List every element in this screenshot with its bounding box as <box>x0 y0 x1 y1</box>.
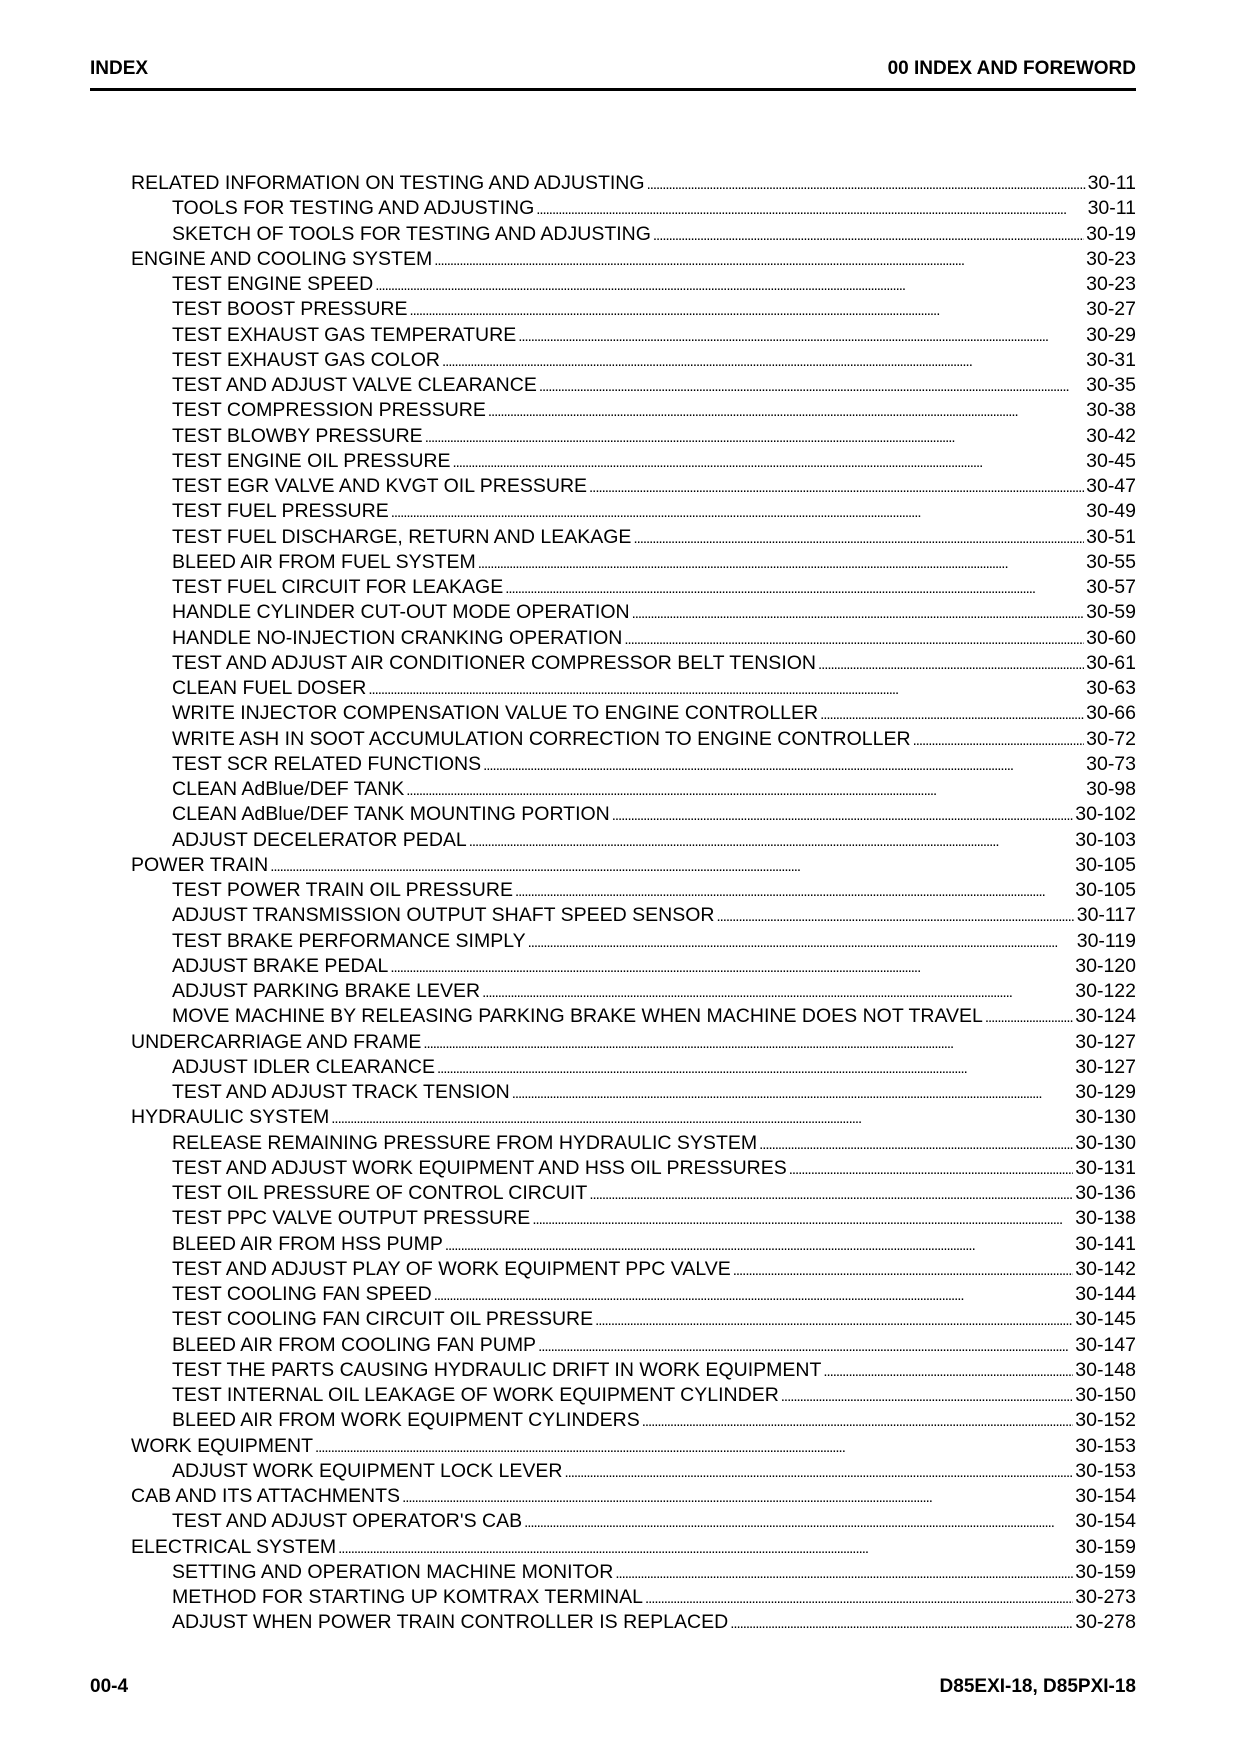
dot-leader <box>315 1434 1073 1459</box>
toc-entry-title: WRITE ASH IN SOOT ACCUMULATION CORRECTION TO ENGINE CONTROLLER <box>172 727 911 750</box>
dot-leader <box>518 323 1084 348</box>
dot-leader <box>482 979 1073 1004</box>
toc-subentry <box>131 1131 1136 1156</box>
toc-entry-title: TEST ENGINE SPEED <box>172 273 374 295</box>
toc-subentry <box>131 979 1136 1004</box>
toc-subentry <box>131 676 1136 701</box>
dot-leader <box>410 297 1085 322</box>
toc-entry-title: TEST SCR RELATED FUNCTIONS <box>172 752 482 775</box>
toc-entry-page: 30-103 <box>1075 828 1136 851</box>
dot-leader <box>539 373 1084 398</box>
toc-subentry <box>131 323 1136 348</box>
toc-entry-title: TEST BRAKE PERFORMANCE SIMPLY <box>172 929 526 952</box>
dot-leader <box>612 802 1074 827</box>
dot-leader <box>647 171 1086 196</box>
dot-leader <box>653 222 1084 247</box>
dot-leader <box>823 1358 1073 1383</box>
toc-subentry <box>131 903 1136 928</box>
toc-entry-page: 30-23 <box>1086 273 1136 295</box>
toc-entry-page: 30-45 <box>1086 449 1136 472</box>
toc-entry-page: 30-144 <box>1075 1283 1136 1305</box>
toc-entry-page: 30-127 <box>1075 1055 1136 1078</box>
toc-section-entry <box>131 1030 1136 1055</box>
toc-entry-page: 30-19 <box>1086 222 1136 245</box>
dot-leader <box>624 626 1084 651</box>
toc-subentry <box>131 1206 1136 1231</box>
toc-entry-title: TEST FUEL DISCHARGE, RETURN AND LEAKAGE <box>172 525 632 548</box>
toc-entry-page: 30-150 <box>1075 1384 1136 1406</box>
toc-entry-page: 30-131 <box>1075 1156 1136 1179</box>
toc-entry-title: TEST AND ADJUST WORK EQUIPMENT AND HSS OIL PRESSURES <box>172 1156 787 1179</box>
dot-leader <box>717 903 1075 928</box>
dot-leader <box>402 1484 1073 1509</box>
toc-entry-page: 30-66 <box>1086 702 1136 725</box>
toc-subentry <box>131 752 1136 777</box>
toc-entry-page: 30-60 <box>1086 626 1136 649</box>
toc-subentry <box>131 1004 1136 1029</box>
dot-leader <box>985 1004 1073 1029</box>
dot-leader <box>423 1030 1073 1055</box>
toc-entry-title: TEST EGR VALVE AND KVGT OIL PRESSURE <box>172 475 588 497</box>
toc-subentry <box>131 1055 1136 1080</box>
toc-subentry <box>131 626 1136 651</box>
dot-leader <box>589 474 1084 499</box>
dot-leader <box>478 550 1084 575</box>
toc-entry-page: 30-98 <box>1086 778 1136 800</box>
toc-subentry <box>131 1080 1136 1105</box>
dot-leader <box>564 1459 1073 1484</box>
toc-entry-page: 30-35 <box>1086 374 1136 396</box>
toc-entry-title: TEST ENGINE OIL PRESSURE <box>172 449 451 472</box>
dot-leader <box>633 525 1084 550</box>
toc-subentry <box>131 1610 1136 1635</box>
toc-subentry <box>131 878 1136 903</box>
dot-leader <box>528 929 1075 954</box>
toc-entry-title: TEST THE PARTS CAUSING HYDRAULIC DRIFT IN WORK EQUIPMENT <box>172 1358 822 1381</box>
toc-entry-page: 30-159 <box>1075 1535 1136 1558</box>
toc-entry-title: TEST AND ADJUST TRACK TENSION <box>172 1081 510 1103</box>
toc-subentry <box>131 424 1136 449</box>
toc-entry-page: 30-72 <box>1086 727 1136 750</box>
toc-entry-title: ADJUST PARKING BRAKE LEVER <box>172 980 481 1002</box>
toc-subentry <box>131 1459 1136 1484</box>
toc-entry-page: 30-136 <box>1075 1182 1136 1204</box>
toc-entry-title: BLEED AIR FROM WORK EQUIPMENT CYLINDERS <box>172 1409 640 1432</box>
dot-leader <box>781 1383 1073 1408</box>
dot-leader <box>532 1206 1073 1231</box>
toc-entry-title: ADJUST TRANSMISSION OUTPUT SHAFT SPEED SENSOR <box>172 904 715 927</box>
dot-leader <box>368 676 1084 701</box>
dot-leader <box>515 878 1073 903</box>
dot-leader <box>913 727 1085 752</box>
dot-leader <box>733 1257 1074 1282</box>
toc-entry-title: TEST AND ADJUST AIR CONDITIONER COMPRESSOR BELT TENSION <box>172 651 816 674</box>
toc-entry-title: RELATED INFORMATION ON TESTING AND ADJUSTING <box>131 172 645 194</box>
table-of-contents <box>131 171 1136 1636</box>
toc-entry-page: 30-124 <box>1075 1005 1136 1028</box>
dot-leader <box>595 1307 1073 1332</box>
toc-entry-title: TEST EXHAUST GAS COLOR <box>172 348 441 371</box>
toc-entry-title: TEST AND ADJUST PLAY OF WORK EQUIPMENT PPC VALVE <box>172 1257 731 1280</box>
toc-entry-title: TEST INTERNAL OIL LEAKAGE OF WORK EQUIPMENT CYLINDER <box>172 1384 779 1406</box>
toc-entry-page: 30-273 <box>1075 1586 1136 1608</box>
footer-page-number: 00-4 <box>90 1676 129 1697</box>
dot-leader <box>524 1509 1073 1534</box>
dot-leader <box>437 1055 1073 1080</box>
toc-subentry <box>131 550 1136 575</box>
toc-entry-page: 30-147 <box>1075 1333 1136 1356</box>
toc-subentry <box>131 929 1136 954</box>
toc-entry-title: CAB AND ITS ATTACHMENTS <box>131 1485 401 1507</box>
toc-section-entry <box>131 1484 1136 1509</box>
toc-subentry <box>131 727 1136 752</box>
toc-entry-title: ELECTRICAL SYSTEM <box>131 1535 337 1558</box>
toc-subentry <box>131 600 1136 625</box>
toc-entry-title: POWER TRAIN <box>131 853 269 876</box>
toc-subentry <box>131 398 1136 423</box>
toc-entry-page: 30-73 <box>1086 752 1136 775</box>
toc-entry-title: TEST COMPRESSION PRESSURE <box>172 399 486 422</box>
toc-entry-page: 30-142 <box>1075 1257 1136 1280</box>
toc-entry-page: 30-51 <box>1086 525 1136 548</box>
toc-subentry <box>131 1585 1136 1610</box>
toc-subentry <box>131 1383 1136 1408</box>
toc-entry-page: 30-105 <box>1075 853 1136 876</box>
toc-entry-page: 30-154 <box>1075 1510 1136 1533</box>
toc-entry-title: ADJUST DECELERATOR PEDAL <box>172 828 467 851</box>
toc-entry-page: 30-55 <box>1086 550 1136 573</box>
dot-leader <box>390 954 1073 979</box>
toc-subentry <box>131 1560 1136 1585</box>
toc-entry-title: BLEED AIR FROM FUEL SYSTEM <box>172 550 476 573</box>
dot-leader <box>483 752 1084 777</box>
toc-entry-title: HANDLE NO-INJECTION CRANKING OPERATION <box>172 626 623 649</box>
toc-entry-page: 30-120 <box>1075 954 1136 977</box>
toc-entry-page: 30-11 <box>1087 172 1136 194</box>
toc-entry-page: 30-47 <box>1086 475 1136 497</box>
toc-section-entry <box>131 247 1136 272</box>
toc-entry-page: 30-138 <box>1075 1207 1136 1230</box>
dot-leader <box>425 424 1084 449</box>
dot-leader <box>642 1408 1074 1433</box>
dot-leader <box>789 1156 1074 1181</box>
toc-subentry <box>131 575 1136 600</box>
dot-leader <box>589 1181 1073 1206</box>
toc-entry-page: 30-59 <box>1086 601 1136 624</box>
dot-leader <box>391 499 1084 524</box>
toc-subentry <box>131 196 1136 221</box>
toc-entry-title: TEST POWER TRAIN OIL PRESSURE <box>172 879 513 901</box>
toc-entry-title: WORK EQUIPMENT <box>131 1434 314 1457</box>
toc-subentry <box>131 348 1136 373</box>
toc-entry-title: TEST BLOWBY PRESSURE <box>172 424 423 447</box>
toc-entry-page: 30-61 <box>1086 651 1136 674</box>
toc-entry-title: CLEAN FUEL DOSER <box>172 677 367 699</box>
toc-subentry <box>131 1257 1136 1282</box>
toc-entry-page: 30-278 <box>1075 1611 1136 1634</box>
toc-entry-page: 30-105 <box>1075 879 1136 901</box>
toc-section-entry <box>131 853 1136 878</box>
dot-leader <box>375 272 1084 297</box>
dot-leader <box>820 701 1084 726</box>
dot-leader <box>452 449 1084 474</box>
toc-entry-title: TEST PPC VALVE OUTPUT PRESSURE <box>172 1207 531 1230</box>
toc-entry-page: 30-154 <box>1075 1485 1136 1507</box>
toc-entry-page: 30-159 <box>1075 1560 1136 1583</box>
dot-leader <box>442 348 1084 373</box>
toc-entry-title: ADJUST WHEN POWER TRAIN CONTROLLER IS REPLACED <box>172 1611 729 1634</box>
toc-entry-page: 30-11 <box>1087 197 1136 220</box>
dot-leader <box>536 196 1085 221</box>
toc-entry-title: TEST COOLING FAN SPEED <box>172 1283 432 1305</box>
toc-entry-page: 30-145 <box>1075 1308 1136 1331</box>
toc-entry-title: ADJUST IDLER CLEARANCE <box>172 1055 435 1078</box>
toc-subentry <box>131 954 1136 979</box>
toc-entry-title: TEST AND ADJUST OPERATOR'S CAB <box>172 1510 523 1533</box>
toc-subentry <box>131 701 1136 726</box>
toc-subentry <box>131 1509 1136 1534</box>
toc-entry-page: 30-153 <box>1075 1459 1136 1482</box>
toc-entry-page: 30-27 <box>1086 298 1136 321</box>
dot-leader <box>615 1560 1073 1585</box>
toc-subentry <box>131 651 1136 676</box>
header-section-label: INDEX <box>90 58 149 79</box>
dot-leader <box>505 575 1084 600</box>
toc-entry-page: 30-141 <box>1075 1232 1136 1255</box>
toc-entry-page: 30-130 <box>1075 1106 1136 1129</box>
toc-entry-title: TEST COOLING FAN CIRCUIT OIL PRESSURE <box>172 1308 594 1331</box>
dot-leader <box>632 600 1085 625</box>
toc-entry-page: 30-152 <box>1075 1409 1136 1432</box>
toc-entry-page: 30-42 <box>1086 424 1136 447</box>
toc-entry-page: 30-29 <box>1086 323 1136 346</box>
dot-leader <box>645 1585 1073 1610</box>
page-header <box>90 58 1136 91</box>
toc-subentry <box>131 373 1136 398</box>
dot-leader <box>434 247 1084 272</box>
toc-section-entry <box>131 1105 1136 1130</box>
toc-entry-page: 30-57 <box>1086 576 1136 598</box>
toc-entry-page: 30-153 <box>1075 1434 1136 1457</box>
toc-entry-title: TEST BOOST PRESSURE <box>172 298 408 321</box>
toc-entry-title: RELEASE REMAINING PRESSURE FROM HYDRAULIC SYSTEM <box>172 1131 758 1154</box>
toc-entry-title: HANDLE CYLINDER CUT-OUT MODE OPERATION <box>172 601 630 624</box>
dot-leader <box>406 777 1084 802</box>
toc-subentry <box>131 1333 1136 1358</box>
toc-entry-page: 30-49 <box>1086 500 1136 523</box>
toc-entry-title: CLEAN AdBlue/DEF TANK MOUNTING PORTION <box>172 803 610 826</box>
toc-entry-title: TEST FUEL CIRCUIT FOR LEAKAGE <box>172 576 504 598</box>
toc-entry-title: MOVE MACHINE BY RELEASING PARKING BRAKE WHEN MACHINE DOES NOT TRAVEL <box>172 1005 983 1028</box>
toc-entry-title: TEST AND ADJUST VALVE CLEARANCE <box>172 374 537 396</box>
toc-entry-page: 30-129 <box>1075 1081 1136 1103</box>
toc-section-entry <box>131 1535 1136 1560</box>
toc-subentry <box>131 1156 1136 1181</box>
toc-subentry <box>131 1358 1136 1383</box>
toc-entry-title: BLEED AIR FROM COOLING FAN PUMP <box>172 1333 537 1356</box>
toc-subentry <box>131 449 1136 474</box>
toc-subentry <box>131 222 1136 247</box>
toc-entry-title: METHOD FOR STARTING UP KOMTRAX TERMINAL <box>172 1586 643 1608</box>
dot-leader <box>469 828 1074 853</box>
toc-section-entry <box>131 1434 1136 1459</box>
dot-leader <box>445 1232 1073 1257</box>
toc-subentry <box>131 802 1136 827</box>
toc-entry-title: SKETCH OF TOOLS FOR TESTING AND ADJUSTING <box>172 222 651 245</box>
toc-entry-page: 30-63 <box>1086 677 1136 699</box>
toc-entry-page: 30-38 <box>1086 399 1136 422</box>
toc-entry-page: 30-130 <box>1075 1131 1136 1154</box>
toc-subentry <box>131 1307 1136 1332</box>
toc-entry-title: ENGINE AND COOLING SYSTEM <box>131 247 433 270</box>
footer-model-names: D85EXI-18, D85PXI-18 <box>939 1676 1136 1697</box>
toc-subentry <box>131 1408 1136 1433</box>
toc-subentry <box>131 272 1136 297</box>
toc-entry-title: BLEED AIR FROM HSS PUMP <box>172 1232 443 1255</box>
dot-leader <box>759 1131 1073 1156</box>
dot-leader <box>818 651 1084 676</box>
toc-entry-title: CLEAN AdBlue/DEF TANK <box>172 778 405 800</box>
toc-subentry <box>131 297 1136 322</box>
toc-subentry <box>131 1232 1136 1257</box>
toc-subentry <box>131 525 1136 550</box>
toc-entry-title: TEST FUEL PRESSURE <box>172 500 389 523</box>
toc-entry-page: 30-23 <box>1086 247 1136 270</box>
toc-entry-title: ADJUST WORK EQUIPMENT LOCK LEVER <box>172 1459 563 1482</box>
toc-subentry <box>131 474 1136 499</box>
toc-subentry <box>131 1282 1136 1307</box>
toc-subentry <box>131 499 1136 524</box>
dot-leader <box>730 1610 1073 1635</box>
toc-entry-title: TOOLS FOR TESTING AND ADJUSTING <box>172 197 535 220</box>
dot-leader <box>512 1080 1074 1105</box>
header-chapter-title: 00 INDEX AND FOREWORD <box>887 58 1136 79</box>
toc-entry-title: ADJUST BRAKE PEDAL <box>172 954 389 977</box>
toc-entry-page: 30-119 <box>1076 929 1136 952</box>
toc-subentry <box>131 828 1136 853</box>
toc-subentry <box>131 1181 1136 1206</box>
toc-entry-page: 30-102 <box>1075 803 1136 826</box>
dot-leader <box>270 853 1073 878</box>
toc-entry-page: 30-148 <box>1075 1358 1136 1381</box>
toc-entry-title: WRITE INJECTOR COMPENSATION VALUE TO ENGINE CONTROLLER <box>172 702 819 725</box>
toc-entry-page: 30-31 <box>1086 348 1136 371</box>
toc-subentry <box>131 777 1136 802</box>
dot-leader <box>488 398 1084 423</box>
toc-entry-page: 30-122 <box>1075 980 1136 1002</box>
toc-entry-title: UNDERCARRIAGE AND FRAME <box>131 1030 422 1053</box>
toc-entry-page: 30-127 <box>1075 1030 1136 1053</box>
dot-leader <box>538 1333 1073 1358</box>
toc-entry-page: 30-117 <box>1076 904 1136 927</box>
toc-entry-title: TEST EXHAUST GAS TEMPERATURE <box>172 323 517 346</box>
toc-entry-title: TEST OIL PRESSURE OF CONTROL CIRCUIT <box>172 1182 588 1204</box>
dot-leader <box>434 1282 1074 1307</box>
dot-leader <box>331 1105 1073 1130</box>
toc-entry-title: SETTING AND OPERATION MACHINE MONITOR <box>172 1560 614 1583</box>
dot-leader <box>338 1535 1073 1560</box>
toc-section-entry <box>131 171 1136 196</box>
toc-entry-title: HYDRAULIC SYSTEM <box>131 1106 330 1129</box>
